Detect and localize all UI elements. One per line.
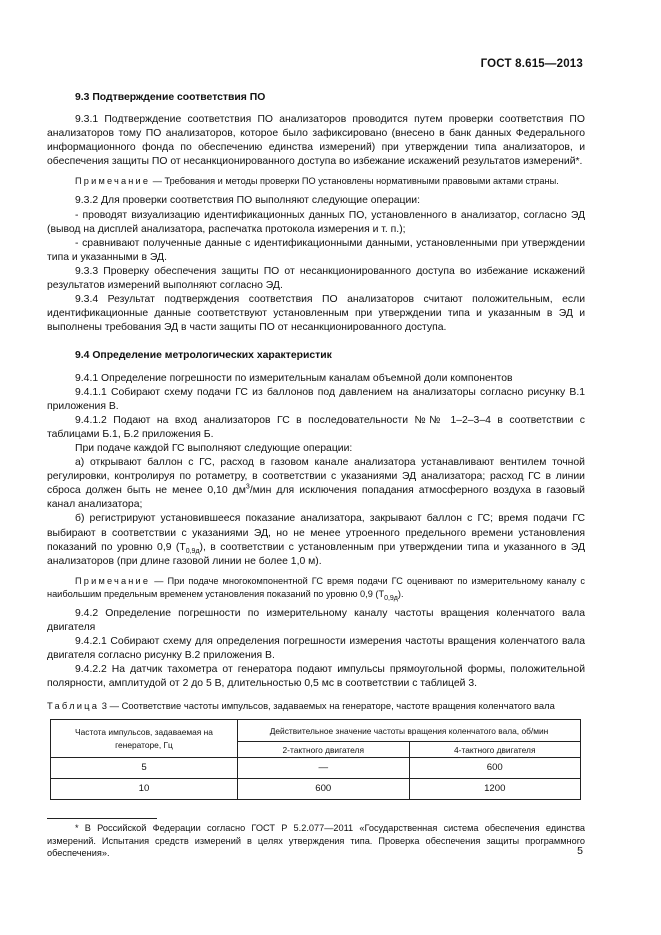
table-cell: 10 bbox=[51, 779, 238, 800]
section-9-4-heading: 9.4 Определение метрологических характеристик bbox=[75, 350, 332, 362]
paragraph-9-3-4: 9.3.4 Результат подтверждения соответствия ПО анализаторов считают положительным, если идентификационные данные соответствуют установленным при утверждении типа и указанным в ЭД и выполнены требования ЭД в части защиты ПО от несанкционированного доступа. bbox=[47, 294, 585, 334]
paragraph-9-4-2: 9.4.2 Определение погрешности по измерительному каналу частоты вращения коленчатого вала двигателя bbox=[47, 607, 585, 633]
subscript: 0,9д bbox=[384, 594, 398, 602]
table-header-2-stroke: 2-тактного двигателя bbox=[238, 742, 410, 758]
footnote: * В Российской Федерации согласно ГОСТ Р 5.2.077—2011 «Государственная система обеспечения единства измерений. Испытания средств измерений в целях утверждения типа. Проверка обеспечения защиты программного обеспечения». bbox=[47, 823, 585, 859]
note-1 bbox=[47, 175, 585, 188]
subscript: 0,9д bbox=[185, 547, 200, 555]
operation-a-text-cont: /мин для исключения попадания атмосферного воздуха в газовый канал анализатора; bbox=[47, 485, 585, 511]
note-label: Примечание bbox=[75, 176, 151, 187]
note-text: — Требования и методы проверки ПО установлены нормативными правовыми актами страны. bbox=[150, 176, 559, 187]
list-item: - проводят визуализацию идентификационных данных ПО, установленного в анализатор, согласно ЭД (вывод на дисплей анализатора, распечатка протокола измерения и т. п.); bbox=[47, 209, 585, 235]
table-caption-text: 3 — Соответствие частоты импульсов, задаваемых на генераторе, частоте вращения коленчатого вала bbox=[99, 700, 555, 712]
table-cell: 600 bbox=[409, 758, 581, 779]
footnote-divider bbox=[47, 818, 157, 819]
paragraph-9-4-1-1: 9.4.1.1 Собирают схему подачи ГС из баллонов под давлением на анализаторы согласно рисунку В.1 приложения В. bbox=[47, 386, 585, 412]
table-cell: 5 bbox=[51, 758, 238, 779]
frequency-table bbox=[50, 719, 581, 800]
paragraph-operations: При подаче каждой ГС выполняют следующие операции: bbox=[75, 442, 353, 454]
operation-a bbox=[47, 456, 585, 512]
document-body bbox=[47, 91, 585, 860]
table-row bbox=[51, 779, 581, 800]
note-text: — При подаче многокомпонентной ГС время подачи ГС оценивают по измерительному каналу с наибольшим предельным временем установления показаний по уровню 0,9 (T bbox=[47, 575, 585, 599]
paragraph-9-4-2-2: 9.4.2.2 На датчик тахометра от генератора подают импульсы прямоугольной формы, положительной полярности, амплитудой от 2 до 5 В, длительностью 0,5 мс в соответствии с таблицей 3. bbox=[47, 664, 585, 690]
note-2 bbox=[47, 575, 585, 601]
paragraph-9-4-1: 9.4.1 Определение погрешности по измерительным каналам объемной доли компонентов bbox=[75, 372, 513, 384]
operation-a-text: а) открывают баллон с ГС, расход в газовом канале анализатора устанавливают вентилем точной регулировки, контролируя по ротаметру, в соответствии с указаниями ЭД анализатора; расход ГС в линии сброса должен быть не менее 0,10 дм bbox=[47, 457, 585, 497]
table-row bbox=[51, 758, 581, 779]
table-caption-label: Таблица bbox=[47, 700, 100, 712]
table-caption bbox=[47, 699, 585, 712]
table-cell: 1200 bbox=[409, 779, 581, 800]
paragraph-9-3-3: 9.3.3 Проверку обеспечения защиты ПО от несанкционированного доступа во избежание искажений результатов измерений выполняют согласно ЭД. bbox=[47, 265, 585, 292]
table-cell: 600 bbox=[238, 779, 410, 800]
operation-b-text: б) регистрируют установившееся показание анализатора, закрывают баллон с ГС; время подачи ГС выбирают в соответствии с указаниями ЭД, но не менее утроенного предельного времени установления показаний по уровню 0,9 (T bbox=[47, 513, 585, 553]
paragraph-9-3-2: 9.3.2 Для проверки соответствия ПО выполняют следующие операции: bbox=[75, 195, 420, 207]
paragraph-9-4-2-1: 9.4.2.1 Собирают схему для определения погрешности измерения частоты вращения коленчатого вала двигателя согласно рисунку В.2 приложения В. bbox=[47, 636, 585, 662]
table-cell: — bbox=[238, 758, 410, 779]
section-9-3-heading: 9.3 Подтверждение соответствия ПО bbox=[75, 92, 266, 103]
table-header-4-stroke: 4-тактного двигателя bbox=[409, 742, 581, 758]
list-item: - сравнивают полученные данные с идентификационными данными, установленными при утверждении типа и указанными в ЭД. bbox=[47, 237, 585, 263]
superscript: 3 bbox=[245, 483, 250, 491]
operation-b-text-cont: ), в соответствии с установленным при утверждении типа и указанного в ЭД анализаторов (при длине газовой линии не более 1,0 м). bbox=[47, 541, 585, 567]
page-number: 5 bbox=[577, 845, 583, 857]
note-text-cont: ). bbox=[397, 588, 404, 599]
operation-b bbox=[47, 512, 585, 568]
note-label: Примечание bbox=[75, 575, 151, 586]
table-header-group: Действительное значение частоты вращения коленчатого вала, об/мин bbox=[238, 720, 581, 742]
document-header: ГОСТ 8.615—2013 bbox=[480, 58, 583, 70]
table-header-frequency: Частота импульсов, задаваемая на генераторе, Гц bbox=[51, 720, 238, 758]
paragraph-9-3-1: 9.3.1 Подтверждение соответствия ПО анализаторов проводится путем проверки соответствия ПО анализаторов тому ПО анализаторов, которое было зафиксировано (внесено в банк данных Федерального информационного фонда по обеспечению единства измерений) при утверждении типа анализаторов, и обеспечения защиты ПО от несанкционированного доступа во избежание искажений результатов измерений*. bbox=[47, 114, 585, 168]
paragraph-9-4-1-2: 9.4.1.2 Подают на вход анализаторов ГС в последовательности №№ 1–2–3–4 в соответствии с таблицами Б.1, Б.2 приложения Б. bbox=[47, 414, 585, 440]
